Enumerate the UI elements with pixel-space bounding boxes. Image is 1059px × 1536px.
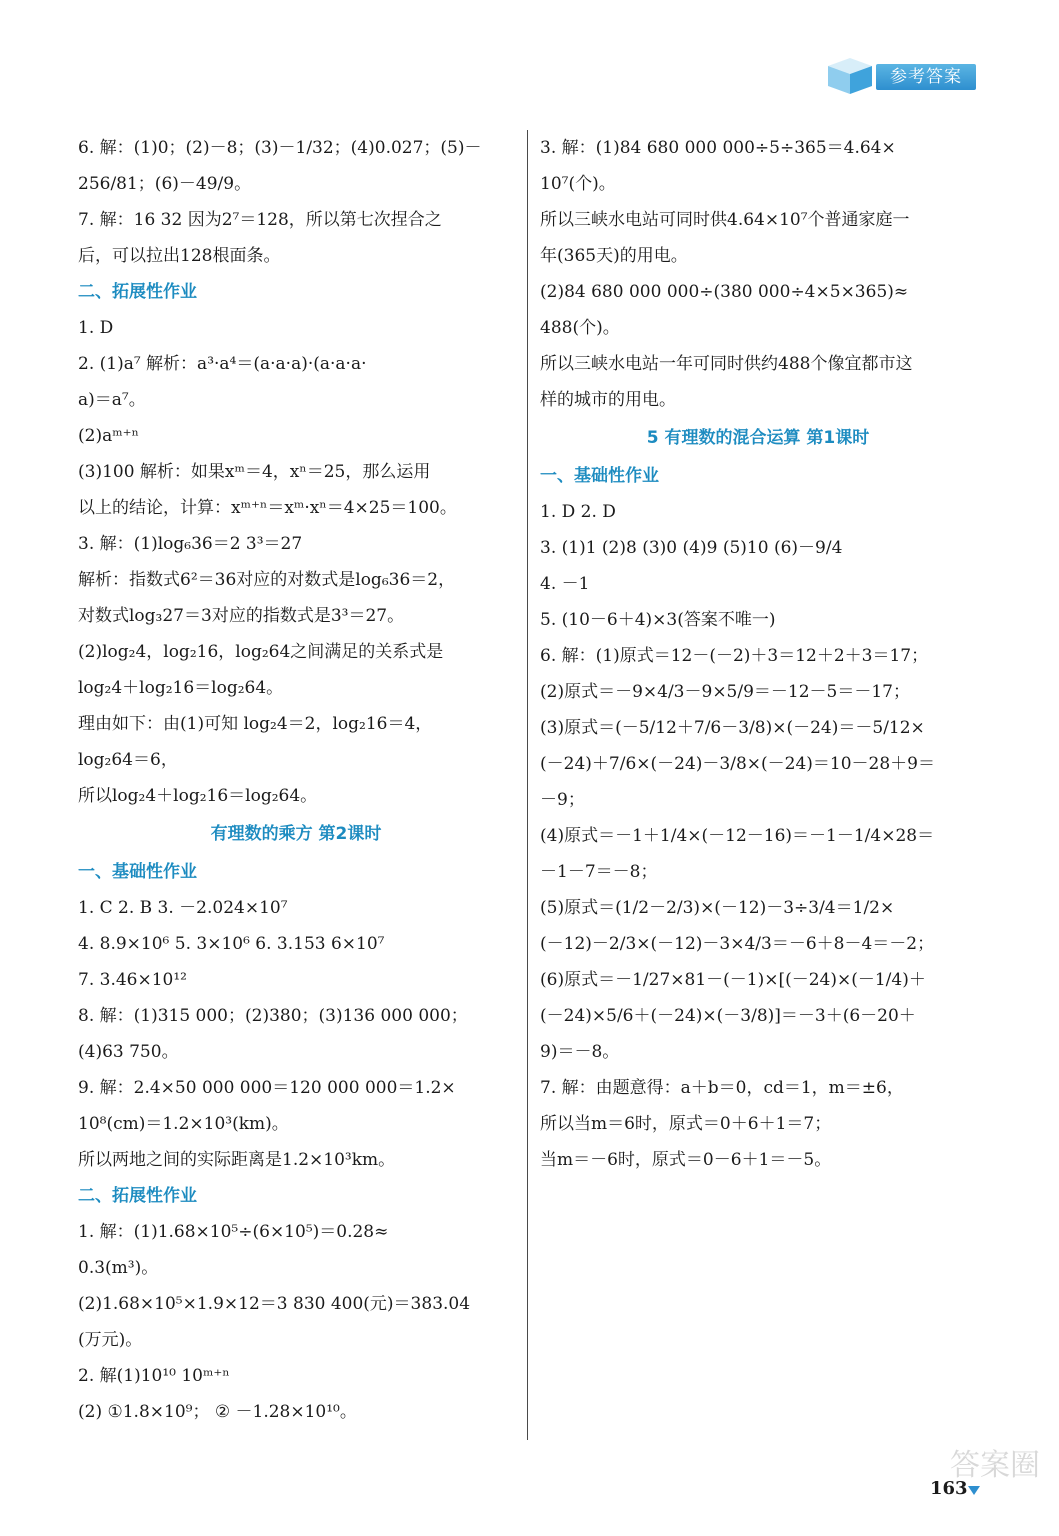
answer-line: 年(365天)的用电。 <box>540 246 688 266</box>
answer-line: a)＝a⁷。 <box>78 390 146 410</box>
answer-line: 488(个)。 <box>540 318 620 338</box>
answer-line: 6. 解：(1)原式＝12－(－2)＋3＝12＋2＋3＝17； <box>540 646 929 666</box>
cube-icon <box>820 54 882 96</box>
answer-line: 以上的结论，计算：xᵐ⁺ⁿ＝xᵐ·xⁿ＝4×25＝100。 <box>78 498 457 518</box>
section-heading: 二、拓展性作业 <box>78 282 197 302</box>
answer-line: (2)1.68×10⁵×1.9×12＝3 830 400(元)＝383.04 <box>78 1294 471 1314</box>
answer-line: 对数式log₃27＝3对应的指数式是3³＝27。 <box>78 606 405 626</box>
answer-line: (2)原式＝－9×4/3－9×5/9＝－12－5＝－17； <box>540 682 910 702</box>
lesson-title: 5 有理数的混合运算 第1课时 <box>646 428 870 448</box>
answer-line: 所以当m＝6时，原式＝0＋6＋1＝7； <box>540 1114 832 1134</box>
answer-line: (2) ①1.8×10⁹； ② －1.28×10¹⁰。 <box>78 1402 357 1422</box>
answer-line: (4)63 750。 <box>78 1042 179 1062</box>
answer-line: 所以三峡水电站一年可同时供约488个像宜都市这 <box>540 354 913 374</box>
answer-line: (－12)－2/3×(－12)－3×4/3＝－6＋8－4＝－2； <box>540 934 935 954</box>
answer-line: 后，可以拉出128根面条。 <box>78 246 281 266</box>
answer-line: 256/81；(6)－49/9。 <box>78 174 252 194</box>
answer-line: 1. D <box>78 318 114 338</box>
answer-line: 9)＝－8。 <box>540 1042 620 1062</box>
answer-line: (－24)＋7/6×(－24)－3/8×(－24)＝10－28＋9＝ <box>540 754 935 774</box>
answer-line: 4. －1 <box>540 574 590 594</box>
triangle-down-icon <box>968 1486 980 1495</box>
answer-line: 3. (1)1 (2)8 (3)0 (4)9 (5)10 (6)－9/4 <box>540 538 843 558</box>
answer-line: 7. 解：由题意得：a＋b＝0，cd＝1，m＝±6， <box>540 1078 904 1098</box>
watermark-logo: 答案圈 <box>950 1448 1040 1483</box>
answer-line: (－24)×5/6＋(－24)×(－3/8)]＝－3＋(6－20＋ <box>540 1006 916 1026</box>
answer-line: 3. 解：(1)log₆36＝2 3³＝27 <box>78 534 303 554</box>
answer-line: 1. 解：(1)1.68×10⁵÷(6×10⁵)＝0.28≈ <box>78 1222 389 1242</box>
answer-line: 2. 解(1)10¹⁰ 10ᵐ⁺ⁿ <box>78 1366 230 1386</box>
answer-line: 7. 3.46×10¹² <box>78 970 187 990</box>
lesson-title: 有理数的乘方 第2课时 <box>210 824 382 844</box>
answer-line: 当m＝－6时，原式＝0－6＋1＝－5。 <box>540 1150 832 1170</box>
section-heading: 一、基础性作业 <box>540 466 659 486</box>
answer-line: 所以log₂4＋log₂16＝log₂64。 <box>78 786 318 806</box>
answer-line: 所以三峡水电站可同时供4.64×10⁷个普通家庭一 <box>540 210 910 230</box>
answer-line: －1－7＝－8； <box>540 862 658 882</box>
answer-line: 5. (10－6＋4)×3(答案不唯一) <box>540 610 776 630</box>
answer-line: 10⁸(cm)＝1.2×10³(km)。 <box>78 1114 289 1134</box>
answer-line: 样的城市的用电。 <box>540 390 676 410</box>
answer-header-tab <box>820 54 978 96</box>
answer-line: 所以两地之间的实际距离是1.2×10³km。 <box>78 1150 396 1170</box>
answer-line: 3. 解：(1)84 680 000 000÷5÷365＝4.64× <box>540 138 896 158</box>
right-column <box>540 130 976 1178</box>
answer-line: (5)原式＝(1/2－2/3)×(－12)－3÷3/4＝1/2× <box>540 898 895 918</box>
answer-line: (2)log₂4，log₂16，log₂64之间满足的关系式是 <box>78 642 444 662</box>
answer-line: 1. D 2. D <box>540 502 616 522</box>
answer-line: log₂64＝6， <box>78 750 178 770</box>
answer-line: 0.3(m³)。 <box>78 1258 159 1278</box>
answer-line: －9； <box>540 790 585 810</box>
answer-line: 2. (1)a⁷ 解析：a³·a⁴＝(a·a·a)·(a·a·a· <box>78 354 367 374</box>
answer-line: 1. C 2. B 3. －2.024×10⁷ <box>78 898 288 918</box>
answer-line: (6)原式＝－1/27×81－(－1)×[(－24)×(－1/4)＋ <box>540 970 926 990</box>
answer-line: 9. 解：2.4×50 000 000＝120 000 000＝1.2× <box>78 1078 456 1098</box>
answer-line: log₂4＋log₂16＝log₂64。 <box>78 678 284 698</box>
answer-line: 6. 解：(1)0；(2)－8；(3)－1/32；(4)0.027；(5)－ <box>78 138 482 158</box>
answer-line: 8. 解：(1)315 000；(2)380；(3)136 000 000； <box>78 1006 468 1026</box>
answer-line: (2)84 680 000 000÷(380 000÷4×5×365)≈ <box>540 282 909 302</box>
page-number: 163 <box>930 1478 968 1499</box>
header-title: 参考答案 <box>876 64 976 90</box>
left-column <box>78 130 514 1430</box>
answer-line: 10⁷(个)。 <box>540 174 616 194</box>
section-heading: 二、拓展性作业 <box>78 1186 197 1206</box>
answer-line: (4)原式＝－1＋1/4×(－12－16)＝－1－1/4×28＝ <box>540 826 935 846</box>
answer-line: (3)原式＝(－5/12＋7/6－3/8)×(－24)＝－5/12× <box>540 718 925 738</box>
answer-line: 4. 8.9×10⁶ 5. 3×10⁶ 6. 3.153 6×10⁷ <box>78 934 385 954</box>
answer-line: 7. 解：16 32 因为2⁷＝128，所以第七次捏合之 <box>78 210 442 230</box>
answer-line: (3)100 解析：如果xᵐ＝4，xⁿ＝25，那么运用 <box>78 462 431 482</box>
answer-line: 理由如下：由(1)可知 log₂4＝2，log₂16＝4， <box>78 714 433 734</box>
answer-line: (万元)。 <box>78 1330 143 1350</box>
answer-line: (2)aᵐ⁺ⁿ <box>78 426 139 446</box>
column-divider <box>527 130 528 1440</box>
section-heading: 一、基础性作业 <box>78 862 197 882</box>
answer-line: 解析：指数式6²＝36对应的对数式是log₆36＝2， <box>78 570 456 590</box>
